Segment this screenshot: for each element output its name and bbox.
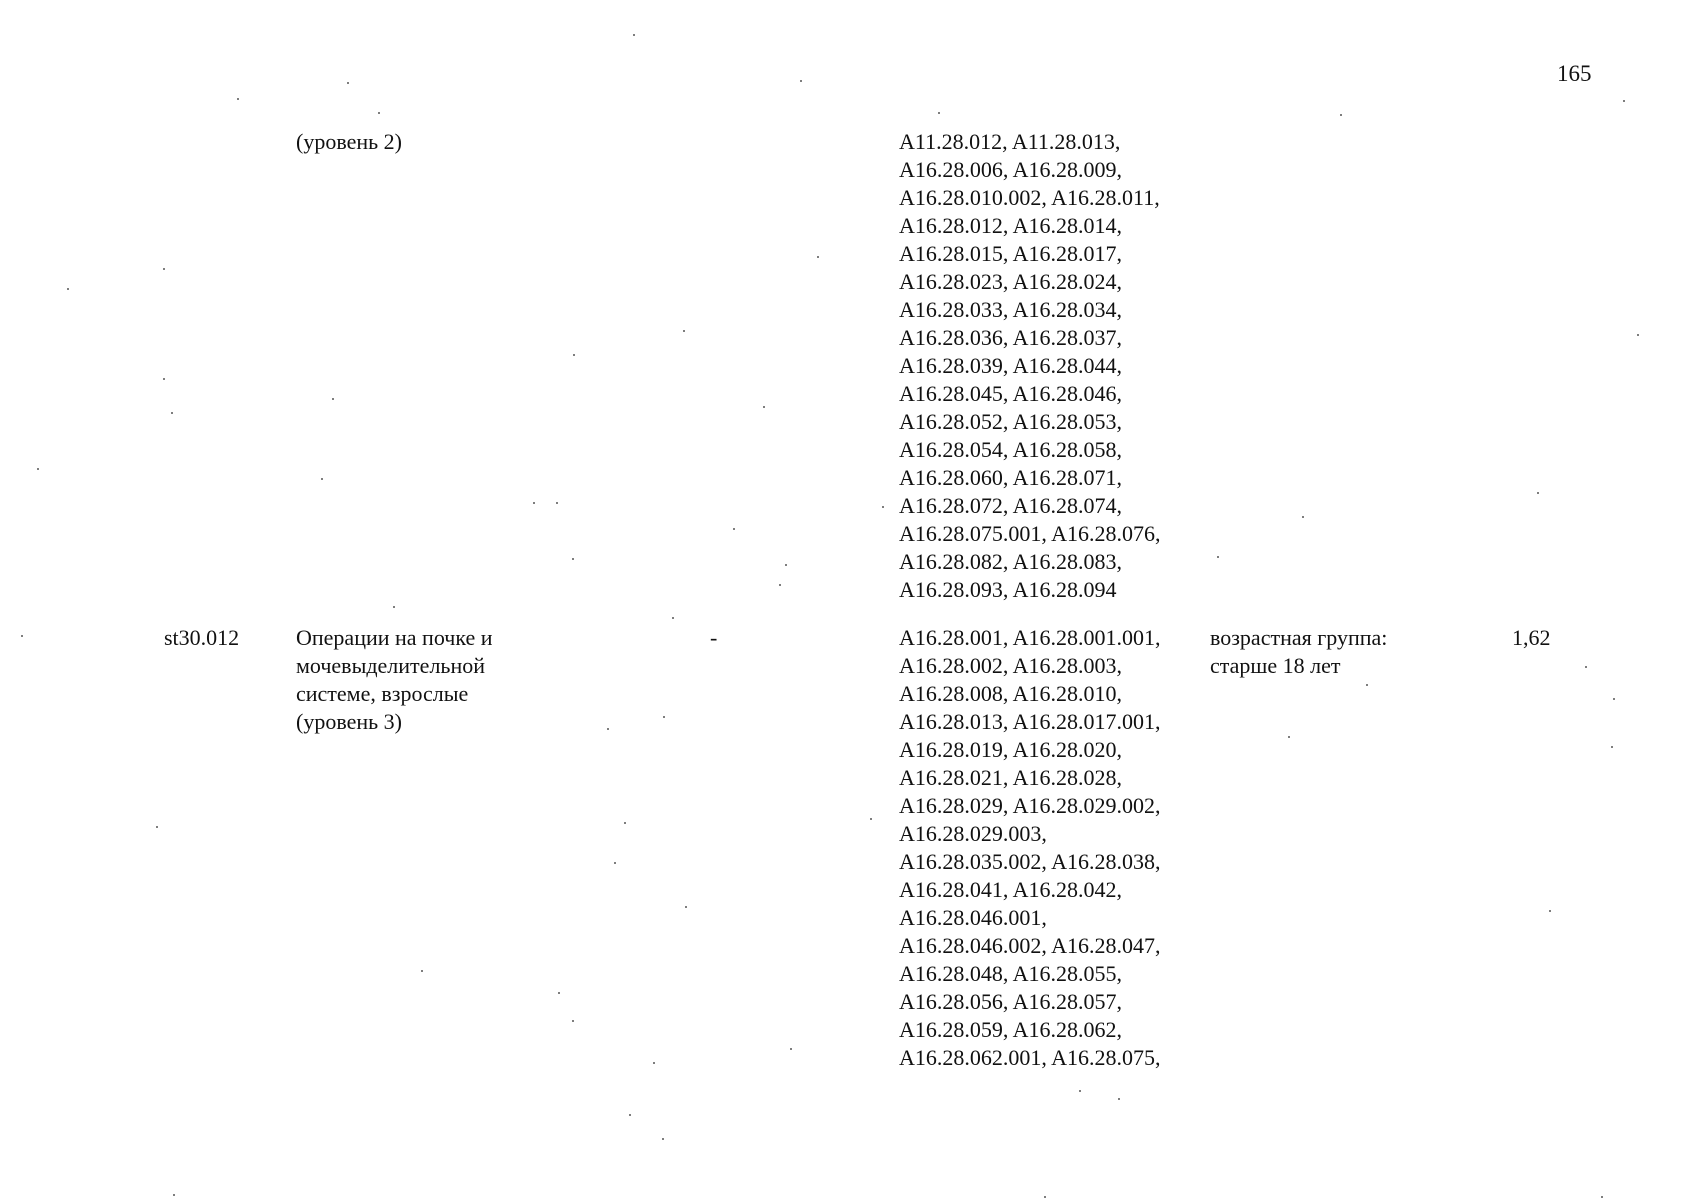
scan-speck bbox=[1366, 684, 1368, 686]
scan-speck bbox=[1637, 334, 1639, 336]
service-codes-line: A16.28.046.001, bbox=[899, 905, 1047, 930]
service-codes-line: A16.28.008, A16.28.010, bbox=[899, 681, 1123, 706]
scan-speck bbox=[572, 1020, 574, 1022]
scan-speck bbox=[573, 354, 575, 356]
page-number: 165 bbox=[1557, 61, 1592, 86]
service-codes-line: A16.28.041, A16.28.042, bbox=[899, 877, 1123, 902]
coefficient-cell: 1,62 bbox=[1512, 625, 1551, 650]
group-name-line: (уровень 3) bbox=[296, 709, 402, 734]
scan-speck bbox=[607, 728, 609, 730]
service-codes-line: A11.28.012, A11.28.013, bbox=[899, 129, 1121, 154]
service-codes-line: A16.28.012, A16.28.014, bbox=[899, 213, 1123, 238]
scan-speck bbox=[558, 992, 560, 994]
service-codes-line: A16.28.033, A16.28.034, bbox=[899, 297, 1123, 322]
scan-speck bbox=[1601, 1196, 1603, 1198]
group-name-line: системе, взрослые bbox=[296, 681, 469, 706]
service-codes-line: A16.28.010.002, A16.28.011, bbox=[899, 185, 1160, 210]
scan-speck bbox=[1288, 736, 1290, 738]
group-name-line: (уровень 2) bbox=[296, 129, 402, 154]
scan-speck bbox=[633, 34, 635, 36]
scan-speck bbox=[1611, 746, 1613, 748]
scan-speck bbox=[556, 502, 558, 504]
scan-speck bbox=[1302, 516, 1304, 518]
scan-speck bbox=[237, 98, 239, 100]
service-codes-line: A16.28.048, A16.28.055, bbox=[899, 961, 1123, 986]
service-codes-cell bbox=[899, 624, 1161, 1072]
scan-speck bbox=[37, 468, 39, 470]
scan-speck bbox=[347, 82, 349, 84]
criteria-line: возрастная группа: bbox=[1210, 625, 1388, 650]
scan-speck bbox=[663, 716, 665, 718]
service-codes-line: A16.28.015, A16.28.017, bbox=[899, 241, 1123, 266]
scan-speck bbox=[171, 412, 173, 414]
service-codes-line: A16.28.006, A16.28.009, bbox=[899, 157, 1123, 182]
scan-speck bbox=[156, 826, 158, 828]
scan-speck bbox=[332, 398, 334, 400]
group-name-cell bbox=[296, 128, 402, 156]
scan-speck bbox=[572, 558, 574, 560]
service-codes-line: A16.28.036, A16.28.037, bbox=[899, 325, 1123, 350]
scan-speck bbox=[163, 378, 165, 380]
service-codes-line: A16.28.046.002, A16.28.047, bbox=[899, 933, 1161, 958]
scan-speck bbox=[624, 822, 626, 824]
scan-speck bbox=[1079, 1090, 1081, 1092]
scan-speck bbox=[882, 506, 884, 508]
diagnosis-codes-cell: - bbox=[710, 625, 718, 650]
service-codes-line: A16.28.082, A16.28.083, bbox=[899, 549, 1123, 574]
scan-speck bbox=[1118, 1098, 1120, 1100]
service-codes-line: A16.28.052, A16.28.053, bbox=[899, 409, 1123, 434]
scan-speck bbox=[653, 1062, 655, 1064]
group-name-line: мочевыделительной bbox=[296, 653, 485, 678]
scan-speck bbox=[21, 635, 23, 637]
scan-speck bbox=[1549, 910, 1551, 912]
scan-speck bbox=[790, 1048, 792, 1050]
group-code-cell: st30.012 bbox=[164, 625, 240, 650]
scan-speck bbox=[800, 80, 802, 82]
scan-speck bbox=[1585, 666, 1587, 668]
scan-speck bbox=[629, 1114, 631, 1116]
scan-speck bbox=[1623, 100, 1625, 102]
service-codes-line: A16.28.075.001, A16.28.076, bbox=[899, 521, 1161, 546]
scan-speck bbox=[672, 617, 674, 619]
scan-speck bbox=[662, 1138, 664, 1140]
criteria-line: старше 18 лет bbox=[1210, 653, 1341, 678]
service-codes-line: A16.28.029, A16.28.029.002, bbox=[899, 793, 1161, 818]
scan-speck bbox=[378, 112, 380, 114]
scan-speck bbox=[614, 862, 616, 864]
scan-speck bbox=[321, 478, 323, 480]
scan-speck bbox=[393, 606, 395, 608]
service-codes-line: A16.28.045, A16.28.046, bbox=[899, 381, 1123, 406]
service-codes-line: A16.28.013, A16.28.017.001, bbox=[899, 709, 1161, 734]
group-name-line: Операции на почке и bbox=[296, 625, 493, 650]
service-codes-line: A16.28.060, A16.28.071, bbox=[899, 465, 1123, 490]
scan-speck bbox=[785, 564, 787, 566]
scan-speck bbox=[421, 970, 423, 972]
service-codes-line: A16.28.029.003, bbox=[899, 821, 1047, 846]
scan-speck bbox=[733, 528, 735, 530]
scan-speck bbox=[685, 906, 687, 908]
scan-speck bbox=[683, 330, 685, 332]
service-codes-line: A16.28.021, A16.28.028, bbox=[899, 765, 1123, 790]
scan-speck bbox=[779, 584, 781, 586]
criteria-cell bbox=[1210, 624, 1387, 680]
service-codes-cell bbox=[899, 128, 1161, 604]
scan-speck bbox=[67, 288, 69, 290]
service-codes-line: A16.28.019, A16.28.020, bbox=[899, 737, 1123, 762]
service-codes-line: A16.28.059, A16.28.062, bbox=[899, 1017, 1123, 1042]
service-codes-line: A16.28.056, A16.28.057, bbox=[899, 989, 1123, 1014]
service-codes-line: A16.28.001, A16.28.001.001, bbox=[899, 625, 1161, 650]
scan-speck bbox=[817, 256, 819, 258]
scan-speck bbox=[173, 1194, 175, 1196]
scan-speck bbox=[1613, 698, 1615, 700]
service-codes-line: A16.28.054, A16.28.058, bbox=[899, 437, 1123, 462]
scan-speck bbox=[1340, 114, 1342, 116]
service-codes-line: A16.28.093, A16.28.094 bbox=[899, 577, 1117, 602]
service-codes-line: A16.28.002, A16.28.003, bbox=[899, 653, 1123, 678]
service-codes-line: A16.28.039, A16.28.044, bbox=[899, 353, 1123, 378]
scan-speck bbox=[163, 268, 165, 270]
service-codes-line: A16.28.062.001, A16.28.075, bbox=[899, 1045, 1161, 1070]
service-codes-line: A16.28.072, A16.28.074, bbox=[899, 493, 1123, 518]
scan-speck bbox=[870, 818, 872, 820]
scan-speck bbox=[533, 502, 535, 504]
group-name-cell bbox=[296, 624, 493, 736]
service-codes-line: A16.28.035.002, A16.28.038, bbox=[899, 849, 1161, 874]
scan-speck bbox=[1217, 556, 1219, 558]
scan-speck bbox=[763, 406, 765, 408]
scan-speck bbox=[1044, 1196, 1046, 1198]
scan-speck bbox=[1537, 492, 1539, 494]
scan-speck bbox=[938, 112, 940, 114]
service-codes-line: A16.28.023, A16.28.024, bbox=[899, 269, 1123, 294]
